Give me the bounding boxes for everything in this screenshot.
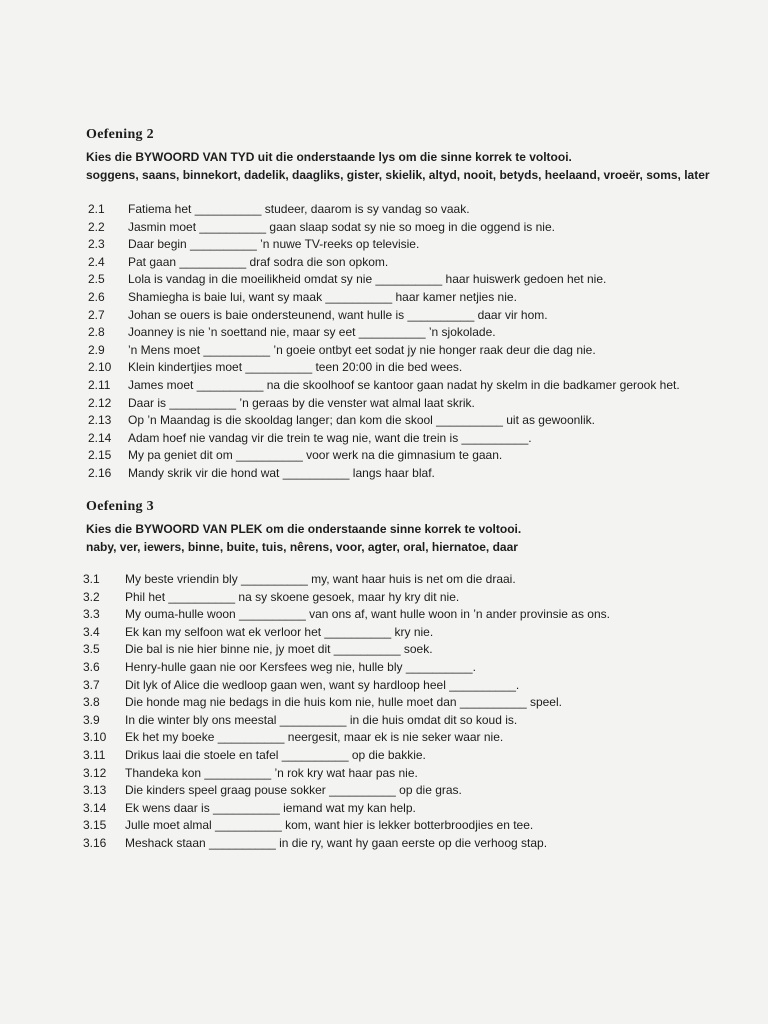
question-text: Lola is vandag in die moeilikheid omdat sy nie __________ haar huiswerk gedoen het nie. [128,272,607,287]
question-text: Die bal is nie hier binne nie, jy moet dit __________ soek. [125,642,433,657]
question-text: Dit lyk of Alice die wedloop gaan wen, want sy hardloop heel __________. [125,677,520,692]
question-text: ’n Mens moet __________ ’n goeie ontbyt eet sodat jy nie honger raak deur die dag nie. [128,342,596,357]
question-item [0,801,768,819]
question-item [0,290,768,308]
question-item [0,818,768,836]
question-text: Pat gaan __________ draf sodra die son opkom. [128,254,389,269]
question-text: Op ’n Maandag is die skooldag langer; dan kom die skool __________ uit as gewoonlik. [128,413,595,428]
instruction-text: Kies die BYWOORD VAN TYD uit die onderstaande lys om die sinne korrek te voltooi. [86,150,572,164]
question-item [0,343,768,361]
question-text: Die honde mag nie bedags in die huis kom nie, hulle moet dan __________ speel. [125,695,562,710]
question-text: Joanney is nie ’n soettand nie, maar sy eet __________ ’n sjokolade. [128,325,496,340]
question-item [0,255,768,273]
question-text: My pa geniet dit om __________ voor werk na die gimnasium te gaan. [128,448,503,463]
question-text: James moet __________ na die skoolhoof se kantoor gaan nadat hy skelm in die badkamer gerook het. [128,377,680,392]
question-item [0,730,768,748]
question-item [0,748,768,766]
question-list [0,572,768,854]
question-text: Die kinders speel graag pouse sokker __________ op die gras. [125,783,462,798]
question-number: 2.11 [88,377,111,392]
question-item [0,325,768,343]
question-item [0,783,768,801]
question-number: 2.4 [88,254,105,269]
question-number: 3.1 [83,572,100,586]
question-item [0,308,768,326]
question-item [0,642,768,660]
section-heading: Oefening 2 [86,127,154,142]
question-text: Thandeka kon __________ ’n rok kry wat haar pas nie. [125,765,418,780]
question-number: 2.12 [88,395,112,410]
question-text: In die winter bly ons meestal __________ in die huis omdat dit so koud is. [125,712,518,727]
question-item [0,607,768,625]
question-text: Ek wens daar is __________ iemand wat my kan help. [125,800,416,815]
question-text: Jasmin moet __________ gaan slaap sodat sy nie so moeg in die oggend is nie. [128,219,555,234]
question-number: 3.9 [83,712,100,727]
question-item [0,713,768,731]
question-text: Drikus laai die stoele en tafel __________ op die bakkie. [125,747,426,762]
instruction-text: Kies die BYWOORD VAN PLEK om die onderstaande sinne korrek te voltooi. [86,522,522,536]
question-text: Adam hoef nie vandag vir die trein te wag nie, want die trein is __________. [128,430,532,445]
question-item [0,237,768,255]
question-text: Fatiema het __________ studeer, daarom is sy vandag so vaak. [128,202,470,216]
question-number: 2.9 [88,342,105,357]
question-number: 3.12 [83,765,107,780]
question-number: 2.13 [88,413,112,428]
question-item [0,413,768,431]
question-number: 3.4 [83,624,100,639]
question-number: 2.15 [88,448,112,463]
question-item [0,766,768,784]
question-number: 2.14 [88,430,112,445]
question-number: 2.1 [88,202,105,216]
word-list: soggens, saans, binnekort, dadelik, daagliks, gister, skielik, altyd, nooit, betyds, heelaand, vroeër, soms, later [86,168,710,182]
question-text: Henry-hulle gaan nie oor Kersfees weg nie, hulle bly __________. [125,659,476,674]
question-text: Mandy skrik vir die hond wat __________ langs haar blaf. [128,465,435,480]
section-heading: Oefening 3 [86,499,154,514]
question-item [0,695,768,713]
question-text: Meshack staan __________ in die ry, want hy gaan eerste op die verhoog stap. [125,835,548,850]
question-item [0,625,768,643]
question-number: 3.7 [83,677,100,692]
question-number: 3.14 [83,800,107,815]
question-number: 2.6 [88,289,105,304]
question-text: My ouma-hulle woon __________ van ons af, want hulle woon in ’n ander provinsie as ons. [125,607,610,622]
question-number: 3.10 [83,730,107,745]
question-number: 2.2 [88,219,105,234]
question-item [0,360,768,378]
question-number: 3.11 [83,747,106,762]
question-number: 3.8 [83,695,100,710]
question-item [0,572,768,590]
question-item [0,396,768,414]
question-list [0,202,768,484]
question-text: Daar is __________ ’n geraas by die venster wat almal laat skrik. [128,395,475,410]
question-text: Ek het my boeke __________ neergesit, maar ek is nie seker waar nie. [125,730,504,745]
question-item [0,448,768,466]
question-item [0,272,768,290]
question-item [0,431,768,449]
question-number: 2.3 [88,237,105,252]
question-number: 3.13 [83,783,107,798]
question-number: 3.5 [83,642,100,657]
question-number: 2.8 [88,325,105,340]
question-number: 3.6 [83,659,100,674]
question-text: Ek kan my selfoon wat ek verloor het __________ kry nie. [125,624,434,639]
question-item [0,660,768,678]
word-list: naby, ver, iewers, binne, buite, tuis, nêrens, voor, agter, oral, hiernatoe, daar [86,540,518,554]
question-text: Klein kindertjies moet __________ teen 20:00 in die bed wees. [128,360,463,375]
question-number: 2.5 [88,272,105,287]
question-text: Daar begin __________ ’n nuwe TV-reeks op televisie. [128,237,420,252]
question-text: Julle moet almal __________ kom, want hier is lekker botterbroodjies en tee. [125,818,534,833]
question-item [0,678,768,696]
question-item [0,590,768,608]
question-text: Shamiegha is baie lui, want sy maak __________ haar kamer netjies nie. [128,289,517,304]
question-number: 2.16 [88,465,112,480]
question-item [0,378,768,396]
question-text: Johan se ouers is baie ondersteunend, want hulle is __________ daar vir hom. [128,307,548,322]
question-number: 3.15 [83,818,107,833]
question-text: Phil het __________ na sy skoene gesoek, maar hy kry dit nie. [125,589,460,604]
question-number: 3.3 [83,607,100,622]
question-item [0,202,768,220]
question-number: 3.16 [83,835,107,850]
question-number: 2.7 [88,307,105,322]
question-item [0,466,768,484]
question-item [0,220,768,238]
question-text: My beste vriendin bly __________ my, want haar huis is net om die draai. [125,572,516,586]
question-item [0,836,768,854]
question-number: 3.2 [83,589,100,604]
question-number: 2.10 [88,360,112,375]
